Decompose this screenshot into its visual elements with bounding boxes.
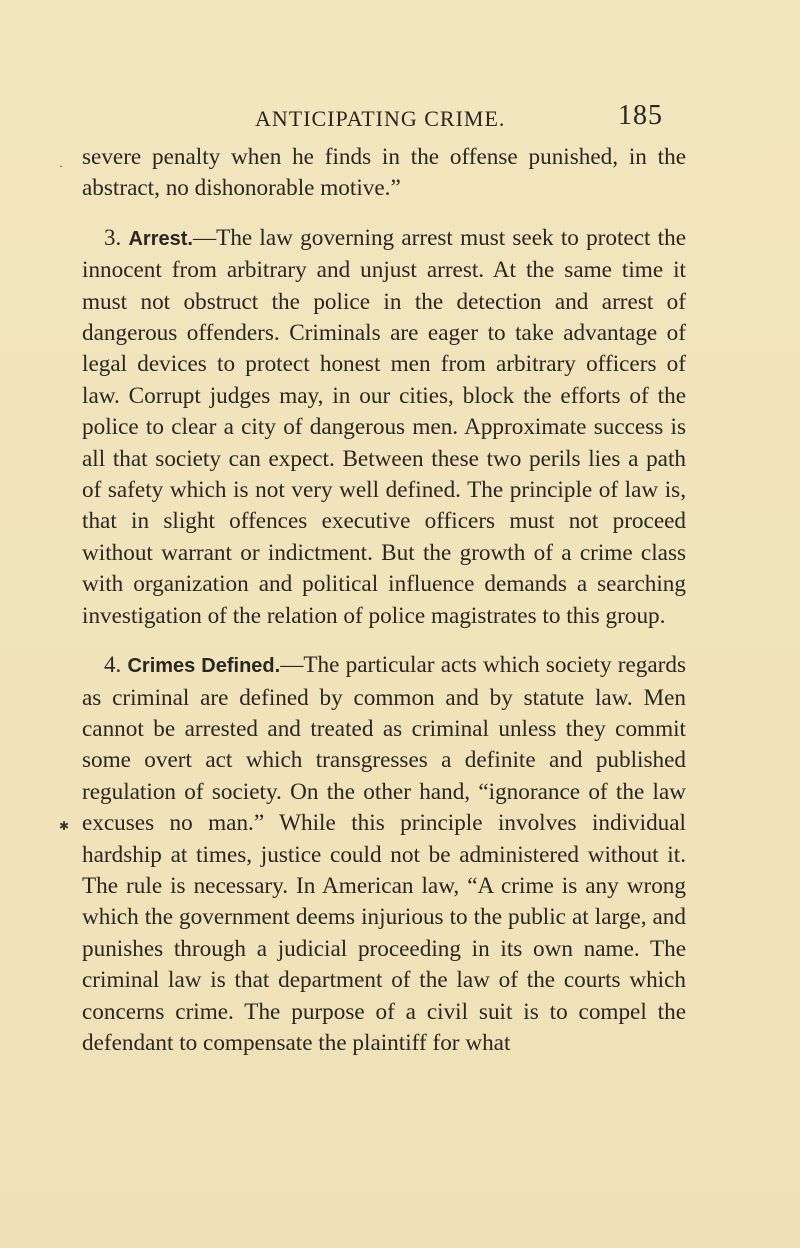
paragraph-crimes-defined bbox=[82, 649, 686, 1059]
page-number: 185 bbox=[618, 100, 663, 131]
running-title: ANTICIPATING CRIME. bbox=[255, 106, 506, 131]
paragraph-text: —The particular acts which society regards as criminal are defined by common and by statute law. Men cannot be arrested and treated as criminal unless they commit some overt act which transgresses a definite and published regulation of society. On the other hand, “ignorance of the law excuses no man.” While this principle involves individual hardship at times, justice could not be administered without it. The rule is necessary. In American law, “A crime is any wrong which the government deems injurious to the public at large, and punishes through a judicial proceeding in its own name. The criminal law is that department of the law of the courts which concerns crime. The purpose of a civil suit is to compel the defendant to compensate the plaintiff for what bbox=[82, 652, 687, 1056]
margin-mark: · bbox=[59, 159, 63, 173]
paragraph-arrest bbox=[82, 222, 686, 632]
section-heading: Crimes Defined. bbox=[127, 655, 281, 678]
paragraph-text: severe penalty when he finds in the offense punished, in the abstract, no dishonorable motive.” bbox=[82, 144, 686, 202]
paragraph-continuation bbox=[82, 142, 686, 205]
paragraph-text: —The law governing arrest must seek to protect the innocent from arbitrary and unjust arrest. At the same time it must not obstruct the police in the detection and arrest of dangerous offenders. Criminals are eager to take advantage of legal devices to protect honest men from arbitrary officers of law. Corrupt judges may, in our cities, block the efforts of the police to clear a city of dangerous men. Approximate success is all that society can expect. Between these two perils lies a path of safety which is not very well defined. The principle of law is, that in slight offences executive officers must not proceed without warrant or indictment. But the growth of a crime class with organization and political influence demands a searching investigation of the relation of police magistrates to this group. bbox=[82, 224, 687, 629]
section-heading: Arrest. bbox=[128, 227, 193, 250]
section-number: 4. bbox=[104, 652, 122, 678]
body-text bbox=[82, 142, 686, 1059]
margin-mark: ✱ bbox=[59, 819, 70, 833]
running-head bbox=[0, 84, 800, 134]
section-number: 3. bbox=[104, 224, 122, 250]
